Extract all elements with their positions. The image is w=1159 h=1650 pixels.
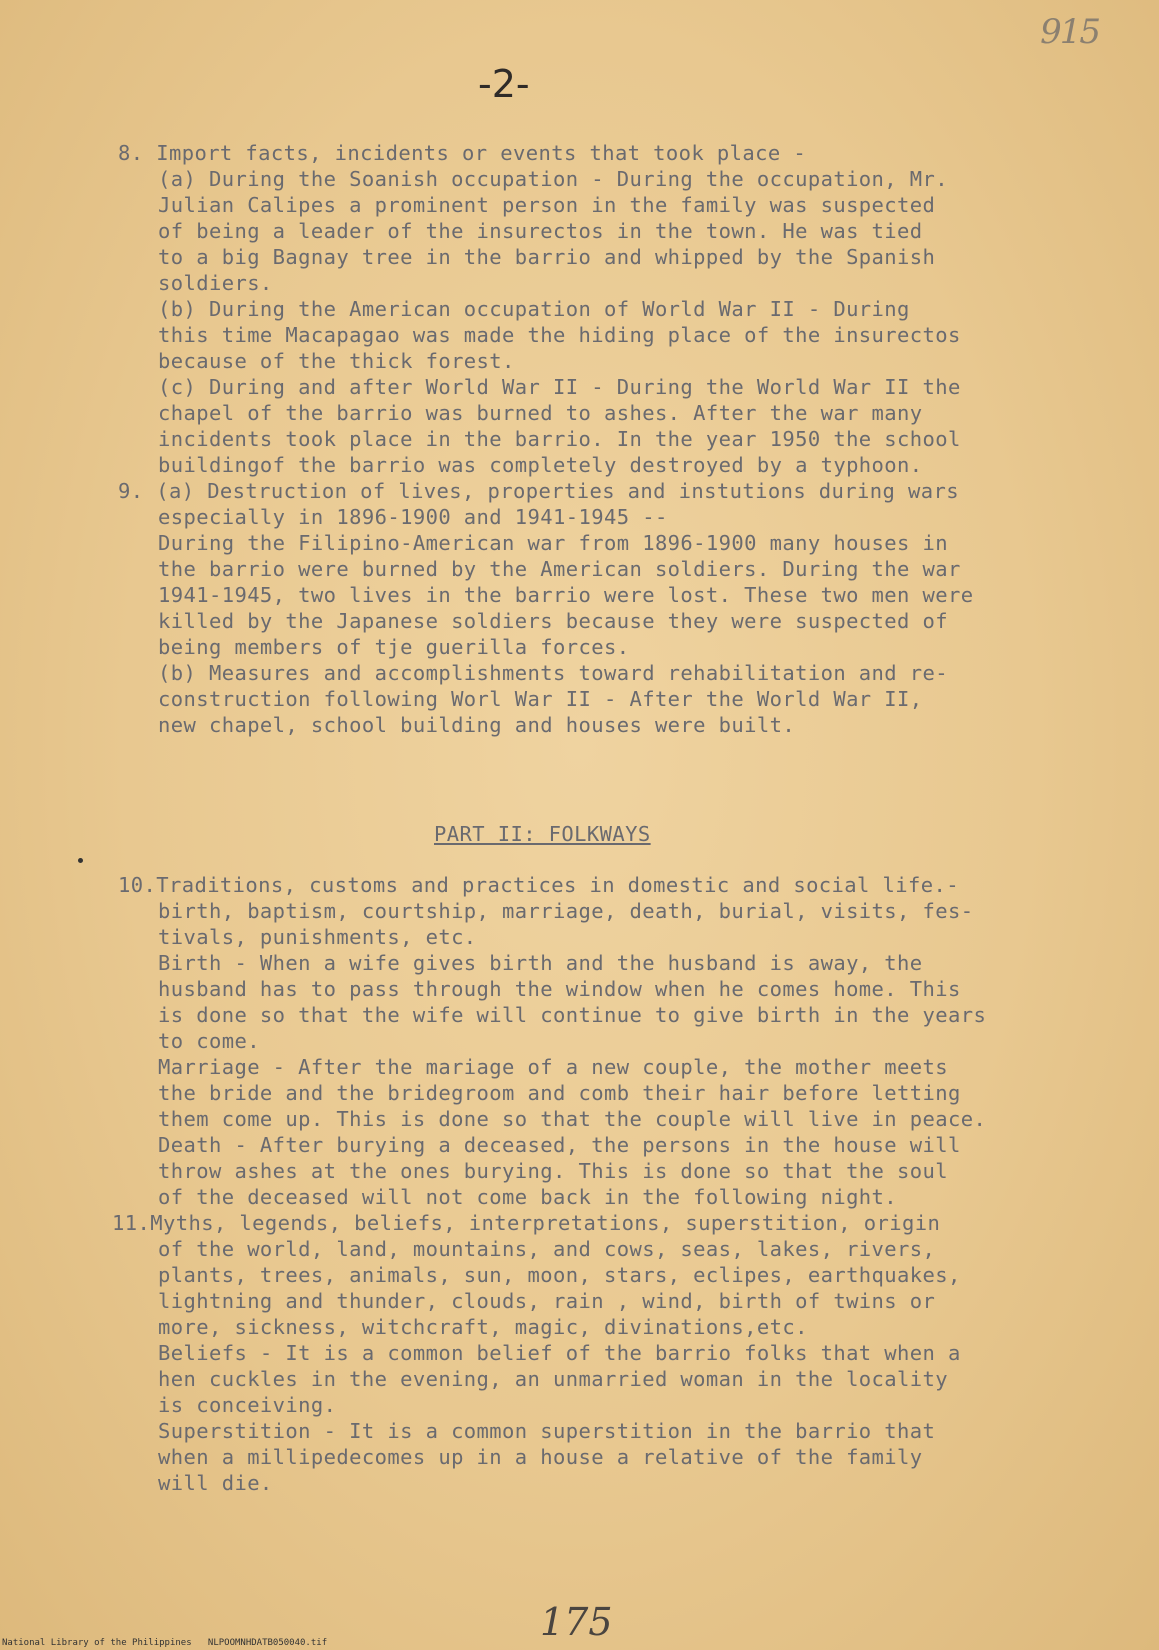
text-line: incidents took place in the barrio. In the year 1950 the school	[158, 427, 961, 451]
archive-pencil-number: 915	[1040, 12, 1099, 52]
text-line: construction following Worl War II - After the World War II,	[158, 687, 923, 711]
page-number: -2-	[478, 62, 530, 106]
text-line: Death - After burying a deceased, the persons in the house will	[158, 1133, 961, 1157]
section-heading: PART II: FOLKWAYS	[434, 822, 651, 846]
text-line: this time Macapagao was made the hiding place of the insurectos	[158, 323, 961, 347]
text-line: being members of tje guerilla forces.	[158, 635, 630, 659]
text-line: husband has to pass through the window when he comes home. This	[158, 977, 961, 1001]
text-line: During the Filipino-American war from 1896-1900 many houses in	[158, 531, 949, 555]
text-line: to come.	[158, 1029, 260, 1053]
text-line: will die.	[158, 1471, 273, 1495]
text-line: Birth - When a wife gives birth and the husband is away, the	[158, 951, 923, 975]
ink-speck	[78, 858, 83, 863]
text-line: 11.Myths, legends, beliefs, interpretations, superstition, origin	[112, 1211, 941, 1235]
text-line: of the deceased will not come back in the following night.	[158, 1185, 898, 1209]
text-line: them come up. This is done so that the couple will live in peace.	[158, 1107, 987, 1131]
text-line: Julian Calipes a prominent person in the family was suspected	[158, 193, 936, 217]
text-line: the bride and the bridegroom and comb their hair before letting	[158, 1081, 961, 1105]
text-line: of the world, land, mountains, and cows, seas, lakes, rivers,	[158, 1237, 936, 1261]
text-line: Beliefs - It is a common belief of the barrio folks that when a	[158, 1341, 961, 1365]
text-line: 8. Import facts, incidents or events that took place -	[118, 141, 807, 165]
text-line: soldiers.	[158, 271, 273, 295]
text-line: Superstition - It is a common superstition in the barrio that	[158, 1419, 936, 1443]
archive-footer: National Library of the Philippines NLPOOMNHDATB050040.tif	[2, 1638, 328, 1648]
text-line: birth, baptism, courtship, marriage, death, burial, visits, fes-	[158, 899, 974, 923]
text-line: (b) Measures and accomplishments toward rehabilitation and re-	[158, 661, 949, 685]
text-line: 9. (a) Destruction of lives, properties and instutions during wars	[118, 479, 959, 503]
text-line: tivals, punishments, etc.	[158, 925, 477, 949]
text-line: throw ashes at the ones burying. This is done so that the soul	[158, 1159, 949, 1183]
text-line: is done so that the wife will continue to give birth in the years	[158, 1003, 987, 1027]
text-line: (c) During and after World War II - During the World War II the	[158, 375, 961, 399]
text-line: killed by the Japanese soldiers because they were suspected of	[158, 609, 949, 633]
text-line: to a big Bagnay tree in the barrio and whipped by the Spanish	[158, 245, 936, 269]
text-line: Marriage - After the mariage of a new couple, the mother meets	[158, 1055, 949, 1079]
text-line: plants, trees, animals, sun, moon, stars, eclipes, earthquakes,	[158, 1263, 961, 1287]
text-line: of being a leader of the insurectos in the town. He was tied	[158, 219, 923, 243]
text-line: (b) During the American occupation of World War II - During	[158, 297, 910, 321]
text-line: especially in 1896-1900 and 1941-1945 --	[158, 505, 668, 529]
text-line: lightning and thunder, clouds, rain , wind, birth of twins or	[158, 1289, 936, 1313]
text-line: hen cuckles in the evening, an unmarried woman in the locality	[158, 1367, 949, 1391]
text-line: buildingof the barrio was completely destroyed by a typhoon.	[158, 453, 923, 477]
text-line: 1941-1945, two lives in the barrio were lost. These two men were	[158, 583, 974, 607]
text-line: new chapel, school building and houses were built.	[158, 713, 796, 737]
handwritten-page-number: 175	[540, 1600, 613, 1644]
text-line: because of the thick forest.	[158, 349, 515, 373]
text-line: more, sickness, witchcraft, magic, divinations,etc.	[158, 1315, 808, 1339]
text-line: the barrio were burned by the American soldiers. During the war	[158, 557, 961, 581]
text-line: when a millipedecomes up in a house a relative of the family	[158, 1445, 923, 1469]
text-line: chapel of the barrio was burned to ashes. After the war many	[158, 401, 923, 425]
text-line: is conceiving.	[158, 1393, 337, 1417]
text-line: (a) During the Soanish occupation - During the occupation, Mr.	[158, 167, 949, 191]
text-line: 10.Traditions, customs and practices in domestic and social life.-	[118, 873, 959, 897]
